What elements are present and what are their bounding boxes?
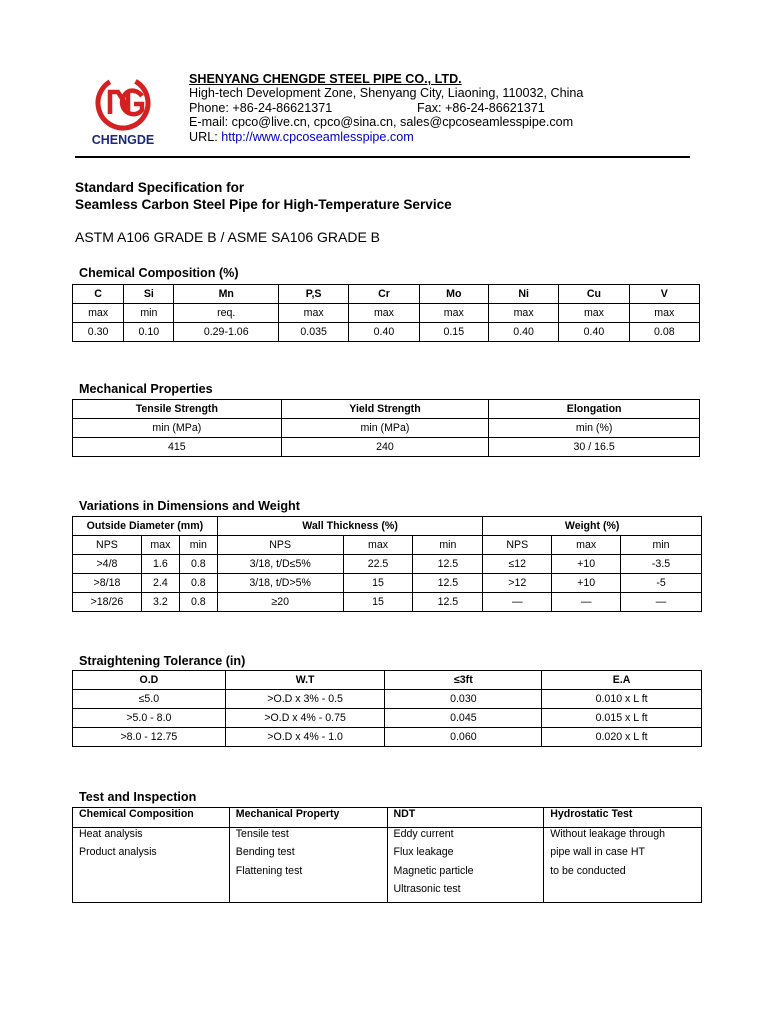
mechanical-cell: min (MPa) [281,419,489,438]
straightening-cell: E.A [542,671,702,690]
inspection-cell [73,883,230,902]
variations-cell: max [141,536,179,555]
straightening-header-row [73,671,702,690]
chemical-cell: 0.40 [488,323,558,342]
straightening-row [73,728,702,747]
chemical-cell: Cr [349,285,419,304]
variations-row [73,593,702,612]
title-line-1: Standard Specification for [75,180,245,195]
straightening-table [72,670,702,747]
standard-designation: ASTM A106 GRADE B / ASME SA106 GRADE B [75,229,381,245]
chemical-value-row [73,323,700,342]
company-header [189,72,583,144]
chemical-cell: req. [174,304,279,323]
mechanical-cell: min (%) [489,419,700,438]
variations-cell: max [552,536,621,555]
company-phone-line [189,101,583,115]
variations-cell: 1.6 [141,555,179,574]
variations-cell: — [483,593,552,612]
inspection-row [73,827,702,846]
mechanical-unit-row [73,419,700,438]
inspection-cell [229,883,387,902]
chemical-cell: 0.035 [278,323,348,342]
variations-cell: -3.5 [621,555,702,574]
chemical-cell: Ni [488,285,558,304]
inspection-cell: Chemical Composition [73,808,230,828]
variations-cell: ≤12 [483,555,552,574]
inspection-cell: Heat analysis [73,827,230,846]
chemical-cell: max [488,304,558,323]
straightening-cell: 0.060 [385,728,542,747]
straightening-cell: ≤5.0 [73,690,226,709]
chemical-cell: 0.40 [349,323,419,342]
straightening-cell: ≤3ft [385,671,542,690]
variations-cell: +10 [552,574,621,593]
inspection-row [73,846,702,865]
straightening-cell: 0.045 [385,709,542,728]
mechanical-cell: Tensile Strength [73,400,282,419]
variations-cell: 15 [343,593,413,612]
variations-cell: -5 [621,574,702,593]
chemical-cell: Mo [419,285,488,304]
mechanical-table [72,399,700,457]
chemical-cell: 0.08 [629,323,699,342]
chemical-cell: 0.30 [73,323,124,342]
chemical-cell: max [349,304,419,323]
straightening-cell: 0.015 x L ft [542,709,702,728]
chemical-cell: min [124,304,174,323]
mechanical-header-row [73,400,700,419]
inspection-cell: Ultrasonic test [387,883,544,902]
company-address: High-tech Development Zone, Shenyang City, Liaoning, 110032, China [189,86,584,101]
straightening-row [73,690,702,709]
chemical-cell: 0.10 [124,323,174,342]
chemical-cell: max [73,304,124,323]
straightening-cell: >O.D x 4% - 0.75 [225,709,385,728]
variations-row [73,574,702,593]
straightening-cell: >8.0 - 12.75 [73,728,226,747]
variations-cell: 15 [343,574,413,593]
chemical-cell: V [629,285,699,304]
company-logo [92,74,162,154]
variations-cell: min [621,536,702,555]
inspection-cell: Magnetic particle [387,865,544,884]
variations-cell: — [621,593,702,612]
url-label: URL: [189,129,222,144]
chemical-cell: P,S [278,285,348,304]
chemical-cell: Si [124,285,174,304]
mechanical-cell: 30 / 16.5 [489,438,700,457]
variations-group-row [73,517,702,536]
mechanical-cell: 415 [73,438,282,457]
mechanical-cell: Elongation [489,400,700,419]
variations-cell: NPS [217,536,343,555]
chemical-cell: max [629,304,699,323]
inspection-cell: Tensile test [229,827,387,846]
inspection-row [73,883,702,902]
variations-cell: ≥20 [217,593,343,612]
chemical-cell: max [419,304,488,323]
variations-cell: +10 [552,555,621,574]
inspection-cell: to be conducted [544,865,702,884]
variations-cell: 3.2 [141,593,179,612]
inspection-cell: Product analysis [73,846,230,865]
mechanical-cell: 240 [281,438,489,457]
straightening-heading: Straightening Tolerance (in) [79,654,246,668]
straightening-row [73,709,702,728]
inspection-heading: Test and Inspection [79,790,197,804]
straightening-cell: W.T [225,671,385,690]
inspection-cell: Mechanical Property [229,808,387,828]
variations-cell: 2.4 [141,574,179,593]
inspection-cell: Eddy current [387,827,544,846]
variations-cell: >4/8 [73,555,142,574]
mechanical-heading: Mechanical Properties [79,382,213,396]
inspection-cell [73,865,230,884]
header-divider [75,156,690,158]
inspection-cell: pipe wall in case HT [544,846,702,865]
company-name: SHENYANG CHENGDE STEEL PIPE CO., LTD. [189,72,462,86]
chemical-limit-row [73,304,700,323]
variations-cell: NPS [73,536,142,555]
company-fax: Fax: +86-24-86621371 [417,100,545,115]
variations-cell: 0.8 [179,593,217,612]
chemical-cell: 0.29-1.06 [174,323,279,342]
variations-cell: 3/18, t/D≤5% [217,555,343,574]
variations-cell: 0.8 [179,555,217,574]
straightening-cell: 0.020 x L ft [542,728,702,747]
company-email: E-mail: cpco@live.cn, cpco@sina.cn, sales@cpcoseamlesspipe.com [189,115,574,130]
straightening-cell: >5.0 - 8.0 [73,709,226,728]
inspection-cell: Hydrostatic Test [544,808,702,828]
variations-cell: min [179,536,217,555]
chemical-cell: max [278,304,348,323]
logo-text: CHENGDE [92,133,155,147]
variations-cell: — [552,593,621,612]
chemical-cell: Cu [559,285,629,304]
document-title [75,179,452,213]
variations-subheader-row [73,536,702,555]
variations-cell: >12 [483,574,552,593]
variations-table [72,516,702,612]
variations-cell: 12.5 [413,555,483,574]
variations-cell: max [343,536,413,555]
inspection-table [72,807,702,903]
mechanical-cell: Yield Strength [281,400,489,419]
group-weight: Weight (%) [483,517,702,536]
title-line-2: Seamless Carbon Steel Pipe for High-Temperature Service [75,197,452,212]
variations-cell: 3/18, t/D>5% [217,574,343,593]
inspection-cell: Bending test [229,846,387,865]
chemical-cell: 0.15 [419,323,488,342]
variations-row [73,555,702,574]
inspection-cell: Flattening test [229,865,387,884]
company-url-line [189,130,583,144]
company-phone: Phone: +86-24-86621371 [189,100,333,115]
variations-cell: NPS [483,536,552,555]
variations-cell: 12.5 [413,574,483,593]
variations-cell: >8/18 [73,574,142,593]
mechanical-cell: min (MPa) [73,419,282,438]
chemical-cell: Mn [174,285,279,304]
inspection-cell: Without leakage through [544,827,702,846]
straightening-cell: >O.D x 3% - 0.5 [225,690,385,709]
inspection-row [73,865,702,884]
variations-cell: >18/26 [73,593,142,612]
inspection-header-row [73,808,702,828]
straightening-cell: O.D [73,671,226,690]
variations-cell: 0.8 [179,574,217,593]
inspection-cell [544,883,702,902]
variations-cell: 12.5 [413,593,483,612]
chemical-cell: 0.40 [559,323,629,342]
group-wall-thickness: Wall Thickness (%) [217,517,483,536]
mechanical-value-row [73,438,700,457]
chemical-table [72,284,700,342]
straightening-cell: 0.010 x L ft [542,690,702,709]
straightening-cell: >O.D x 4% - 1.0 [225,728,385,747]
inspection-cell: NDT [387,808,544,828]
inspection-cell: Flux leakage [387,846,544,865]
chemical-heading: Chemical Composition (%) [79,266,239,280]
variations-cell: min [413,536,483,555]
company-url-link[interactable]: http://www.cpcoseamlesspipe.com [221,129,414,144]
group-outside-diameter: Outside Diameter (mm) [73,517,218,536]
chemical-cell: C [73,285,124,304]
variations-heading: Variations in Dimensions and Weight [79,499,300,513]
chemical-cell: max [559,304,629,323]
chemical-header-row [73,285,700,304]
variations-cell: 22.5 [343,555,413,574]
straightening-cell: 0.030 [385,690,542,709]
